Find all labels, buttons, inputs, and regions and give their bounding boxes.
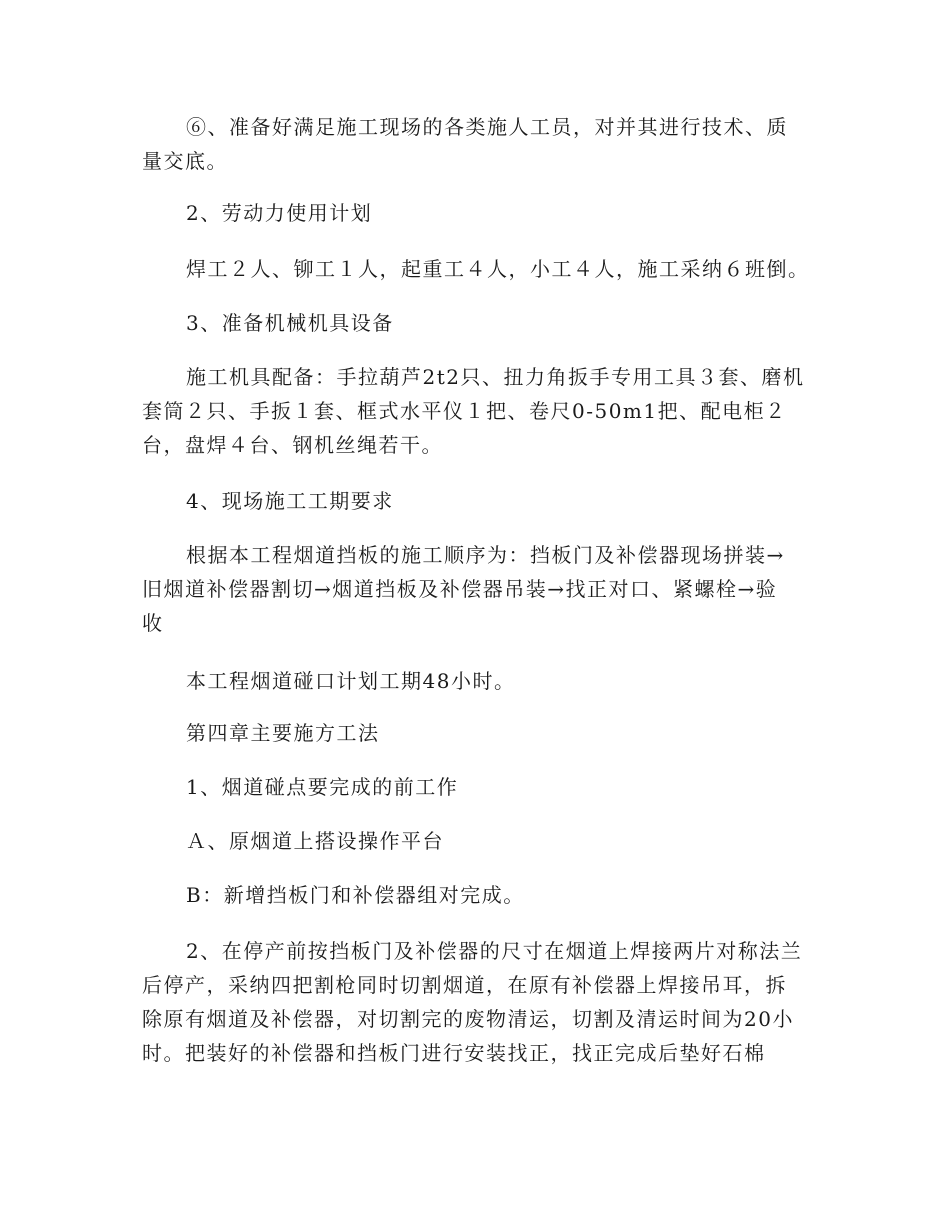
paragraph-equipment-list xyxy=(142,360,814,462)
text-line: 2、劳动力使用计划 xyxy=(186,201,373,225)
text-line: 本工程烟道碰口计划工期48小时。 xyxy=(186,669,516,693)
paragraph-construction-sequence xyxy=(142,538,814,640)
text-line: 量交底。 xyxy=(142,149,228,173)
text-line: B：新增挡板门和补偿器组对完成。 xyxy=(186,883,525,907)
heading-pre-work xyxy=(142,770,814,804)
text-line: Ａ、原烟道上搭设操作平台 xyxy=(186,829,444,853)
text-line: 旧烟道补偿器割切→烟道挡板及补偿器吊装→找正对口、紧螺栓→验 xyxy=(142,577,778,601)
text-line: 2、在停产前按挡板门及补偿器的尺寸在烟道上焊接两片对称法兰 xyxy=(186,939,803,963)
text-line: 根据本工程烟道挡板的施工顺序为：挡板门及补偿器现场拼装→ xyxy=(186,543,785,567)
text-line: 时。把装好的补偿器和挡板门进行安装找正，找正完成后垫好石棉 xyxy=(142,1041,766,1065)
text-line: 套筒２只、手扳１套、框式水平仪１把、卷尺0-50m1把、配电柜２ xyxy=(142,399,787,423)
text-line: 施工机具配备：手拉葫芦2t2只、扭力角扳手专用工具３套、磨机 xyxy=(186,365,805,389)
item-a-platform xyxy=(142,824,814,858)
text-line: 后停产，采纳四把割枪同时切割烟道，在原有补偿器上焊接吊耳，拆 xyxy=(142,973,787,997)
text-line: ⑥、准备好满足施工现场的各类施人工员，对并其进行技术、质 xyxy=(186,115,788,139)
text-line: 焊工２人、铆工１人，起重工４人，小工４人，施工采纳６班倒。 xyxy=(186,257,810,281)
text-line: 4、现场施工工期要求 xyxy=(186,489,394,513)
text-line: 台，盘焊４台、钢机丝绳若干。 xyxy=(142,433,443,457)
text-line: 除原有烟道及补偿器，对切割完的废物清运，切割及清运时间为20小 xyxy=(142,1007,794,1031)
paragraph-planned-duration xyxy=(142,664,814,698)
chapter-heading xyxy=(142,716,814,750)
text-line: 收 xyxy=(142,611,164,635)
heading-schedule-requirements xyxy=(142,484,814,518)
text-line: 3、准备机械机具设备 xyxy=(186,311,394,335)
paragraph-cutting-procedure xyxy=(142,934,814,1070)
item-b-assembly xyxy=(142,878,814,912)
heading-labor-plan xyxy=(142,196,814,230)
heading-machinery xyxy=(142,306,814,340)
text-line: 第四章主要施方工法 xyxy=(186,721,380,745)
paragraph-prepare-workers xyxy=(142,110,814,178)
text-line: 1、烟道碰点要完成的前工作 xyxy=(186,775,459,799)
paragraph-labor-details xyxy=(142,252,814,286)
